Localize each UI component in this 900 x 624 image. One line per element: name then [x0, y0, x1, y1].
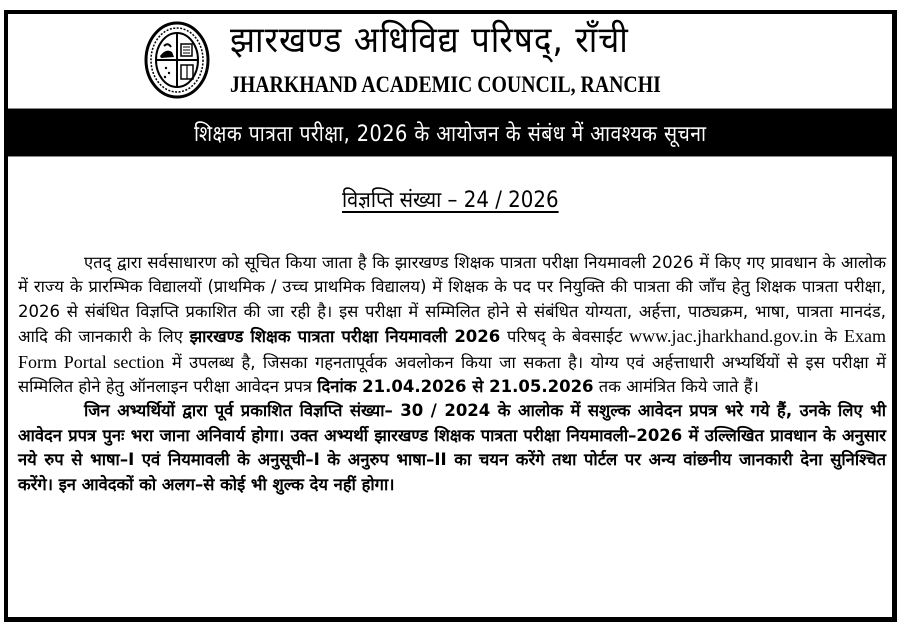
notice-body	[18, 251, 886, 497]
portal-section-name: Exam Form Portal section	[18, 326, 886, 372]
application-dates-bold: दिनांक 21.04.2026 से 21.05.2026	[317, 377, 594, 397]
header	[8, 14, 892, 108]
council-title-english: JHARKHAND ACADEMIC COUNCIL, RANCHI	[230, 72, 661, 97]
paragraph-1-text: के	[817, 327, 844, 347]
paragraph-2: जिन अभ्यर्थियों द्वारा पूर्व प्रकाशित विज्ञप्ति संख्या– 30 / 2024 के आलोक में सशुल्क आवेदन प्रपत्र भरे गये हैं, उनके लिए भी आवेदन प्रपत्र पुनः भरा जाना अनिवार्य होगा। उक्त अभ्यर्थी झारखण्ड शिक्षक पात्रता परीक्षा नियमावली–2026 में उल्लिखित प्रावधान के अनुसार नये रुप से भाषा–I एवं नियमावली के अनुसूची–I के अनुरुप भाषा–II का चयन करेंगे तथा पोर्टल पर अन्य वांछनीय जानकारी देना सुनिश्चित करेंगे। इन आवेदकों को अलग–से कोई भी शुल्क देय नहीं होगा।	[18, 401, 886, 494]
jac-emblem-icon	[144, 20, 210, 100]
banner-title: शिक्षक पात्रता परीक्षा, 2026 के आयोजन के संबंध में आवश्यक सूचना	[193, 121, 707, 147]
notice-number-heading	[8, 187, 892, 215]
paragraph-1-text: में उपलब्ध है, जिसका गहनतापूर्वक अवलोकन किया जा सकता है। योग्य एवं अर्हत्ताधारी अभ्यर्थियों से इस परीक्षा में सम्मिलित होने हेतु ऑनलाइन परीक्षा आवेदन प्रपत्र	[18, 352, 886, 397]
notice-frame	[4, 10, 897, 622]
rules-name-bold: झारखण्ड शिक्षक पात्रता परीक्षा नियमावली 2026	[189, 327, 501, 347]
council-title-hindi: झारखण्ड अधिविद्य परिषद्, राँची	[230, 20, 629, 61]
paragraph-1-text: परिषद् के बेवसाईट	[500, 327, 630, 347]
paragraph-1-text: तक आमंत्रित किये जाते हैं।	[593, 377, 759, 397]
notice-number: विज्ञप्ति संख्या – 24 / 2026	[341, 188, 559, 213]
website-link[interactable]: www.jac.jharkhand.gov.in	[629, 326, 818, 347]
paragraph-1-text: एतद् द्वारा सर्वसाधारण को सूचित किया जाता है कि झारखण्ड शिक्षक पात्रता परीक्षा नियमावली 2026 में किए गए प्रावधान के आलोक में राज्य के प्रारम्भिक विद्यालयों (प्राथमिक / उच्च प्राथमिक विद्यालय) में शिक्षक के पद पर नियुक्ति की पात्रता की जाँच हेतु शिक्षक पात्रता परीक्षा, 2026 से संबंधित विज्ञप्ति प्रकाशित की जा रही है। इस परीक्षा में सम्मिलित होने से संबंधित योग्यता, अर्हत्ता, पाठ्यक्रम, भाषा, पात्रता मानदंड, आदि की जानकारी के लिए	[18, 253, 886, 347]
paragraph-1	[18, 251, 886, 399]
notice-banner	[8, 108, 892, 157]
